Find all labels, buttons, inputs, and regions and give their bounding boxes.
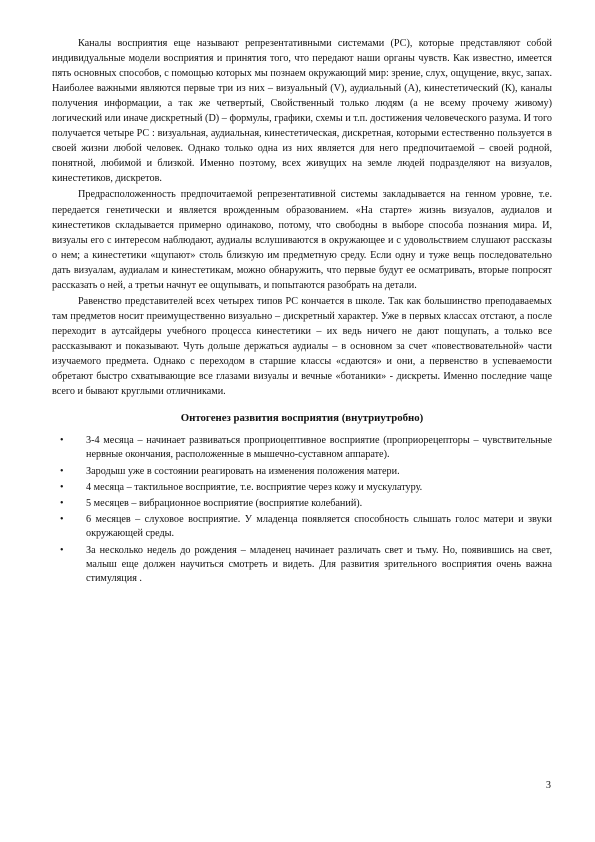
list-item-text: 5 месяцев – вибрационное восприятие (восприятие колебаний). (86, 497, 363, 509)
bullet-icon: • (60, 514, 64, 526)
document-body (52, 36, 552, 588)
list-item-text: За несколько недель до рождения – младенец начинает различать свет и тьму. Но, появившись на свет, малыш еще должен научиться смотреть и видеть. Для развития зрительного восприятия очень важна стимуляция . (86, 544, 552, 584)
list-item (52, 544, 552, 587)
list-item (52, 513, 552, 541)
paragraph-predisposition: Предрасположенность предпочитаемой репрезентативной системы закладывается на генном уровне, т.е. передается генетически и является врожденным образованием. «На старте» жизнь визуалов, аудиалов и кинестетиков складывается примерно одинаково, потому, что свободны в выборе способа познания мира. И, визуалы его с интересом наблюдают, аудиалы вслушиваются в окружающее и с удовольствием слушают рассказы о нем; а кинестетики «щупают» столь близкую им предметную среду. Если одну и туже вещь последовательно дать визуалам, аудиалам и кинестетикам, можно обнаружить, что первые будут ее осматривать, вторые попросят рассказать о ней, а третьи начнут ее ощупывать, и попытаются разобрать на детали. (52, 189, 552, 291)
list-item-text: Зародыш уже в состоянии реагировать на изменения положения матери. (86, 465, 400, 477)
bullet-icon: • (60, 544, 64, 556)
page-number: 3 (545, 780, 551, 791)
bullet-icon: • (60, 481, 64, 493)
bullet-icon: • (60, 435, 64, 447)
list-item (52, 465, 552, 479)
list-item (52, 497, 552, 511)
section-heading: Онтогенез развития восприятия (внутриутробно) (180, 412, 424, 425)
list-item-text: 4 месяца – тактильное восприятие, т.е. восприятие через кожу и мускулатуру. (86, 481, 423, 493)
list-item-text: 6 месяцев – слуховое восприятие. У младенца появляется способность слышать голос матери и звуки окружающей среды. (86, 514, 552, 540)
list-item-text: 3-4 месяца – начинает развиваться проприоцептивное восприятие (проприорецепторы – чувствительные нервные окончания, расположенные в мышечно-суставном аппарате). (86, 435, 552, 461)
paragraph-representative-systems: Каналы восприятия еще называют репрезентативными системами (РС), которые представляют собой индивидуальные модели восприятия и принятия того, что передают наши органы чувств. Как известно, имеется пять основных способов, с помощью которых мы познаем окружающий мир: зрение, слух, ощущение, вкус, запах. Наиболее важными являются первые три из них – визуальный (V), аудиальный (А), кинестетический (К), каналы получения информации, а так же четвертый, Свойственный только людям (а не всему прочему живому) логический или иначе дискретный (D) – формулы, графики, схемы и т.п. достижения человеческого разума. И того получается четыре РС : визуальная, аудиальная, кинестетическая, дискретная, которыми естественно пользуется в своей жизни любой человек. Однако только одна из них является для него предпочитаемой – своей родной, понятной, любимой и близкой. Именно поэтому, всех живущих на земле людей подразделяют на визуалов, кинестетиков, дискретов. (52, 38, 552, 185)
bullet-icon: • (60, 465, 64, 477)
list-item (52, 481, 552, 495)
list-item (52, 434, 552, 462)
ontogenesis-list (52, 434, 552, 586)
paragraph-school-equality: Равенство представителей всех четырех типов РС кончается в школе. Так как большинство преподаваемых там предметов носит преимущественно визуально – дискретный характер. Уже в первых классах отстают, а после переходит в аутсайдеры учебного процесса кинестетики – их ведь ничего не дают пощупать, а только все рассказывают и показывают. Чуть дольше держаться аудиалы – в основном за счет «повествовательной» части изучаемого предмета. Однако с переходом в старшие классы «сдаются» и они, а первенство в успеваемости обретают быстро схватывающие все глазами визуалы и вечные «ботаники» - дискреты. Именно последние чаще всего и бывают круглыми отличниками. (52, 295, 552, 398)
bullet-icon: • (60, 497, 64, 509)
